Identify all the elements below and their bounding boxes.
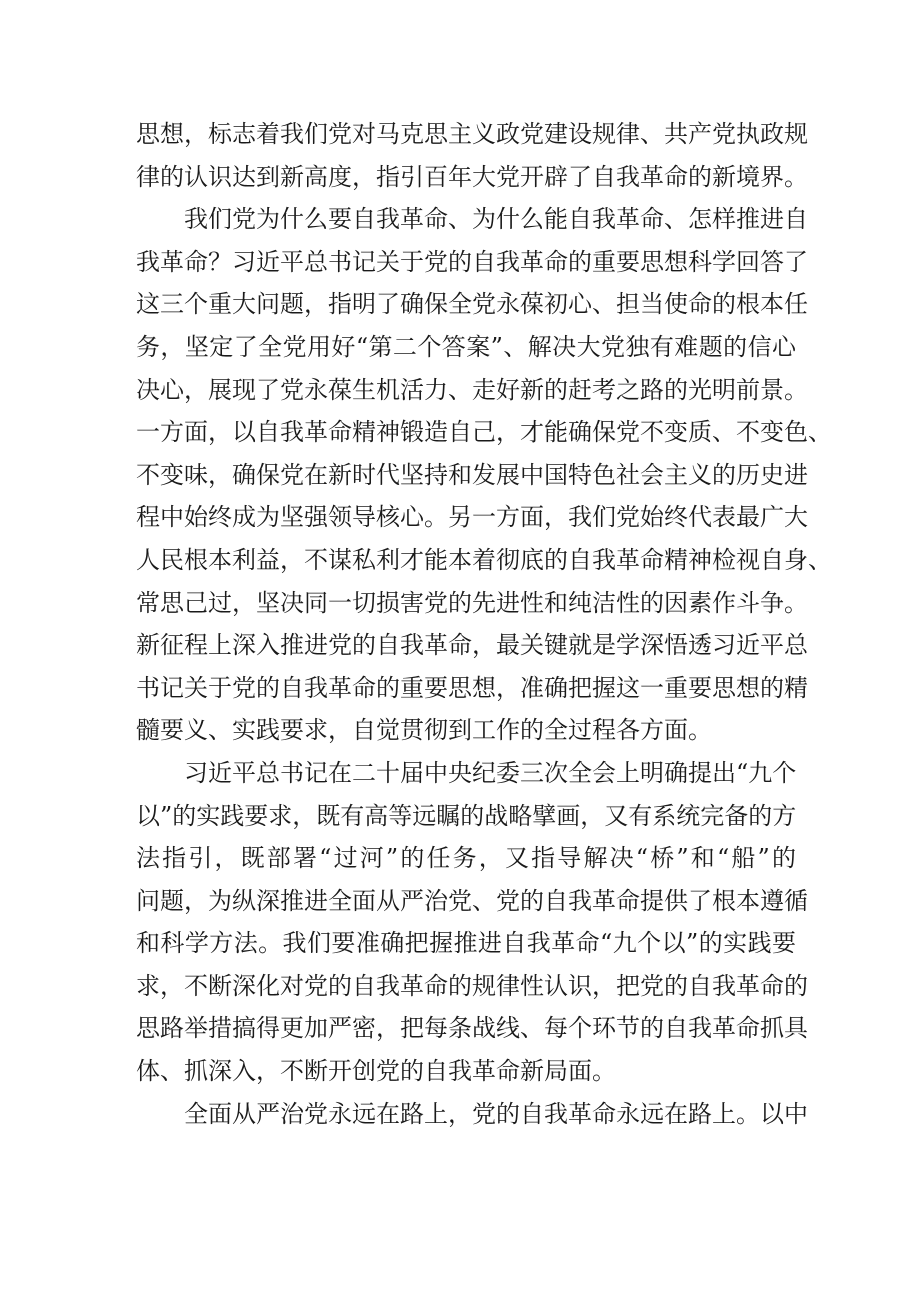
text-line: 程中始终成为坚强领导核心。另一方面，我们党始终代表最广大: [136, 503, 808, 532]
text-line: 以”的实践要求，既有高等远瞩的战略擘画，又有系统完备的方: [136, 801, 797, 830]
text-line: 法指引，既部署“过河”的任务，又指导解决“桥”和“船”的: [136, 844, 796, 873]
paragraph-start-line: 习近平总书记在二十届中央纪委三次全会上明确提出“九个: [184, 758, 797, 787]
text-line: 求，不断深化对党的自我革命的规律性认识，把党的自我革命的: [136, 971, 808, 1000]
text-line: 不变味，确保党在新时代坚持和发展中国特色社会主义的历史进: [136, 460, 808, 489]
paragraph-start-line: 我们党为什么要自我革命、为什么能自我革命、怎样推进自: [184, 205, 808, 234]
text-line: 思路举措搞得更加严密，把每条战线、每个环节的自我革命抓具: [136, 1014, 808, 1043]
text-line: 我革命？习近平总书记关于党的自我革命的重要思想科学回答了: [136, 247, 808, 276]
paragraph-start-line: 全面从严治党永远在路上，党的自我革命永远在路上。以中: [184, 1099, 808, 1128]
body-text: [136, 113, 832, 1135]
text-line: 新征程上深入推进党的自我革命，最关键就是学深悟透习近平总: [136, 631, 808, 660]
text-line: 律的认识达到新高度，指引百年大党开辟了自我革命的新境界。: [136, 162, 808, 191]
text-line: 书记关于党的自我革命的重要思想，准确把握这一重要思想的精: [136, 673, 808, 702]
text-line: 体、抓深入，不断开创党的自我革命新局面。: [136, 1057, 616, 1086]
text-line: 问题，为纵深推进全面从严治党、党的自我革命提供了根本遵循: [136, 886, 808, 915]
text-line: 务，坚定了全党用好“第二个答案”、解决大党独有难题的信心: [136, 332, 796, 361]
text-line: 思想，标志着我们党对马克思主义政党建设规律、共产党执政规: [136, 120, 808, 148]
text-line: 和科学方法。我们要准确把握推进自我革命“九个以”的实践要: [136, 929, 796, 958]
text-line: 这三个重大问题，指明了确保全党永葆初心、担当使命的根本任: [136, 290, 808, 319]
text-line: 常思己过，坚决同一切损害党的先进性和纯洁性的因素作斗争。: [136, 588, 808, 617]
text-line: 人民根本利益，不谋私利才能本着彻底的自我革命精神检视自身、: [136, 545, 832, 574]
text-line: 髓要义、实践要求，自觉贯彻到工作的全过程各方面。: [136, 716, 712, 745]
text-line: 决心，展现了党永葆生机活力、走好新的赶考之路的光明前景。: [136, 375, 808, 404]
text-line: 一方面，以自我革命精神锻造自己，才能确保党不变质、不变色、: [136, 418, 832, 447]
